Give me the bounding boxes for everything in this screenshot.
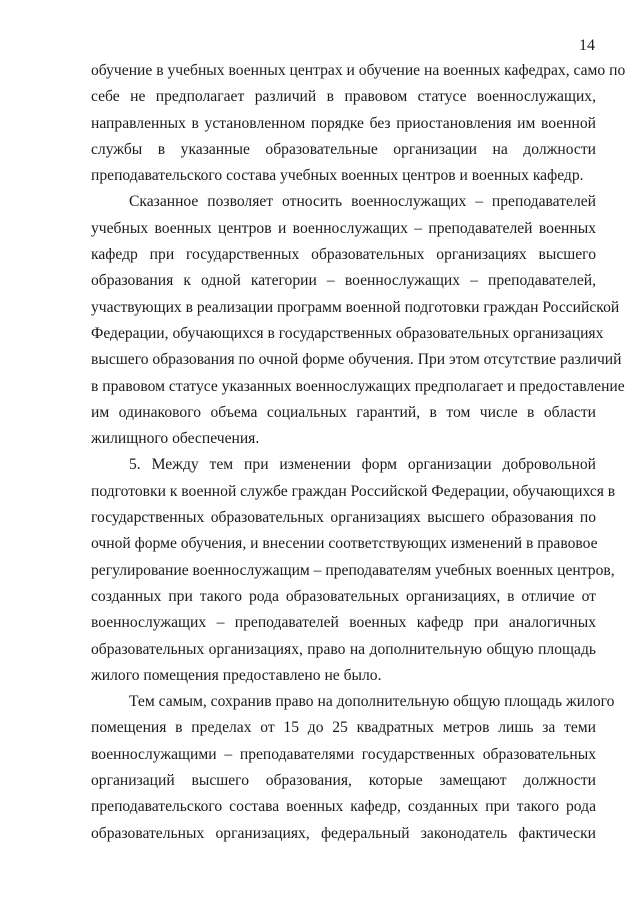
text-line: им одинакового объема социальных гарантий, в том числе в области (91, 403, 596, 421)
text-line: службы в указанные образовательные организации на должности (91, 140, 596, 158)
text-line: преподавательского состава военных кафедр, созданных при такого рода (91, 798, 596, 816)
paragraph (91, 189, 625, 452)
text-line: обучение в учебных военных центрах и обучение на военных кафедрах, само по (91, 62, 626, 79)
text-line: учебных военных центров и военнослужащих – преподавателей военных (91, 219, 596, 237)
paragraph (91, 689, 615, 847)
text-line: Сказанное позволяет относить военнослужащих – преподавателей (129, 193, 596, 211)
text-line: направленных в установленном порядке без приостановления им военной (91, 114, 596, 132)
text-line: в правовом статусе указанных военнослужащих предполагает и предоставление (91, 377, 625, 395)
text-line: кафедр при государственных образовательных организациях высшего (91, 246, 596, 264)
text-line: жилого помещения предоставлено не было. (91, 666, 382, 684)
text-line: образования к одной категории – военнослужащих – преподавателей, (91, 272, 596, 290)
text-line: помещения в пределах от 15 до 25 квадратных метров лишь за теми (91, 719, 596, 737)
page-number: 14 (579, 37, 595, 54)
text-line: военнослужащими – преподавателями государственных образовательных (91, 745, 596, 763)
text-line: 5. Между тем при изменении форм организации добровольной (129, 456, 596, 474)
text-line: подготовки к военной службе граждан Российской Федерации, обучающихся в (91, 482, 616, 500)
text-line: участвующих в реализации программ военной подготовки граждан Российской (91, 298, 620, 316)
text-line: Тем самым, сохранив право на дополнительную общую площадь жилого (129, 693, 615, 711)
text-line: организаций высшего образования, которые замещают должности (91, 772, 596, 790)
text-line: жилищного обеспечения. (91, 430, 260, 448)
text-line: очной форме обучения, и внесении соответствующих изменений в правовое (91, 535, 598, 553)
text-line: преподавательского состава учебных военных центров и военных кафедр. (91, 167, 584, 185)
document-body (91, 58, 626, 847)
text-line: образовательных организациях, право на дополнительную общую площадь (91, 640, 596, 658)
paragraph (91, 452, 616, 689)
text-line: военнослужащих – преподавателей военных кафедр при аналогичных (91, 614, 596, 632)
text-line: созданных при такого рода образовательных организациях, в отличие от (91, 587, 596, 605)
text-line: регулирование военнослужащим – преподавателям учебных военных центров, (91, 561, 615, 579)
paragraph (91, 58, 626, 189)
text-line: себе не предполагает различий в правовом статусе военнослужащих, (91, 88, 596, 106)
text-line: Федерации, обучающихся в государственных образовательных организациях (91, 324, 604, 342)
text-line: образовательных организациях, федеральный законодатель фактически (91, 824, 596, 842)
text-line: государственных образовательных организациях высшего образования по (91, 509, 596, 527)
text-line: высшего образования по очной форме обучения. При этом отсутствие различий (91, 351, 622, 369)
